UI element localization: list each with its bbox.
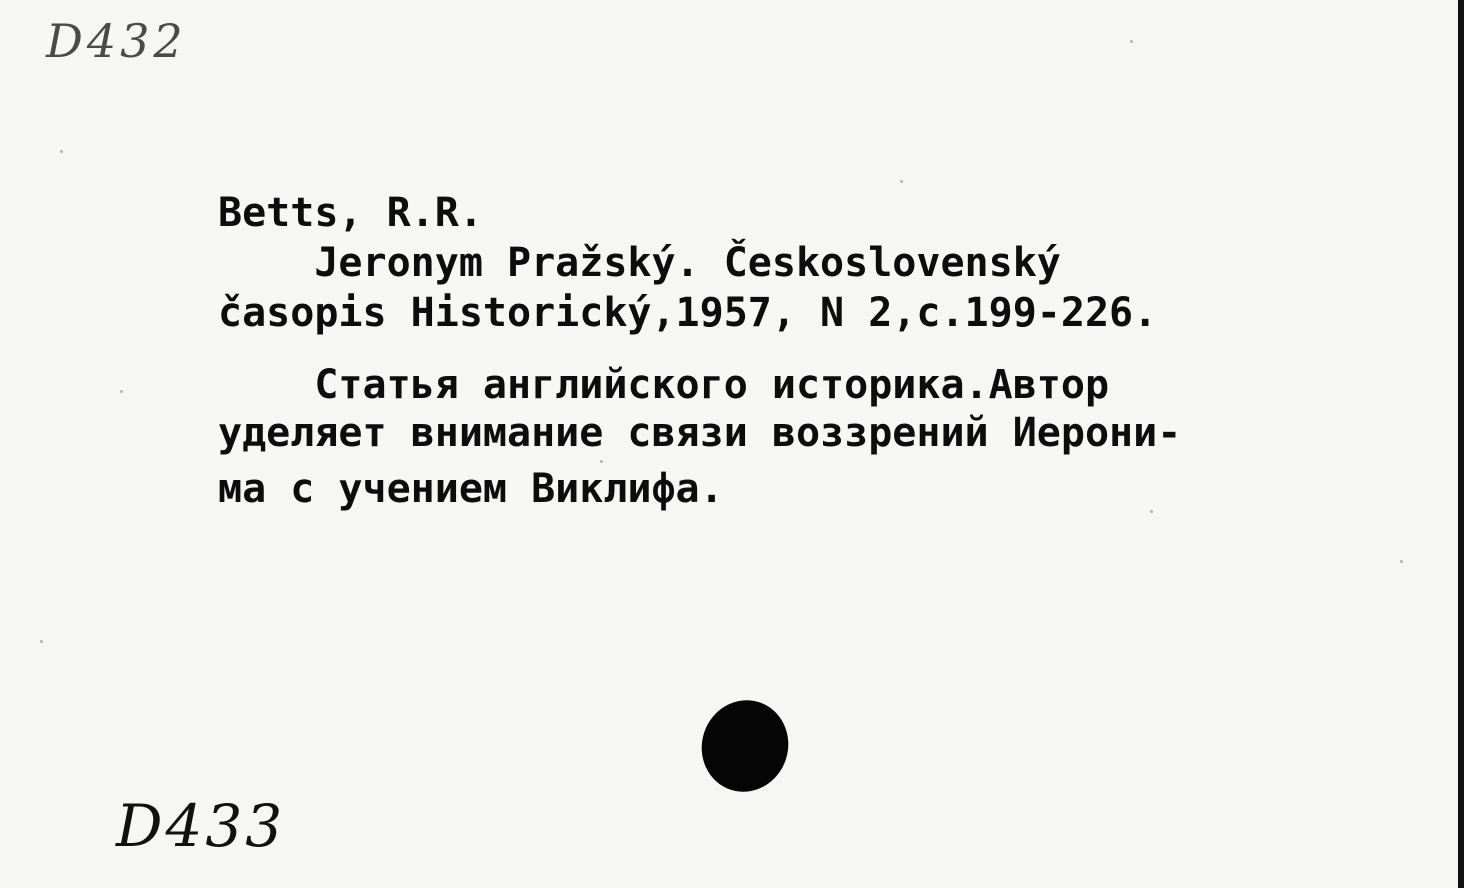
annotation-line-2: уделяет внимание связи воззрений Иерони- [218, 410, 1182, 456]
card-edge [1458, 0, 1464, 888]
call-number-top: D432 [46, 14, 187, 68]
speck [900, 180, 903, 183]
title-line-1: Jeronym Pražský. Československý [218, 240, 1061, 286]
title-line-2: časopis Historický,1957, N 2,c.199-226. [218, 290, 1158, 336]
author-line: Betts, R.R. [218, 190, 483, 236]
annotation-line-3: ма с учением Виклифа. [218, 466, 724, 512]
speck [1400, 560, 1403, 563]
call-number-bottom: D433 [116, 792, 286, 860]
speck [1150, 510, 1153, 513]
speck [40, 640, 43, 643]
annotation-line-1: Статья английского историка.Автор [218, 362, 1110, 408]
speck [1130, 40, 1133, 43]
speck [600, 460, 603, 463]
punch-hole [690, 689, 800, 803]
speck [120, 390, 123, 393]
speck [60, 150, 63, 153]
